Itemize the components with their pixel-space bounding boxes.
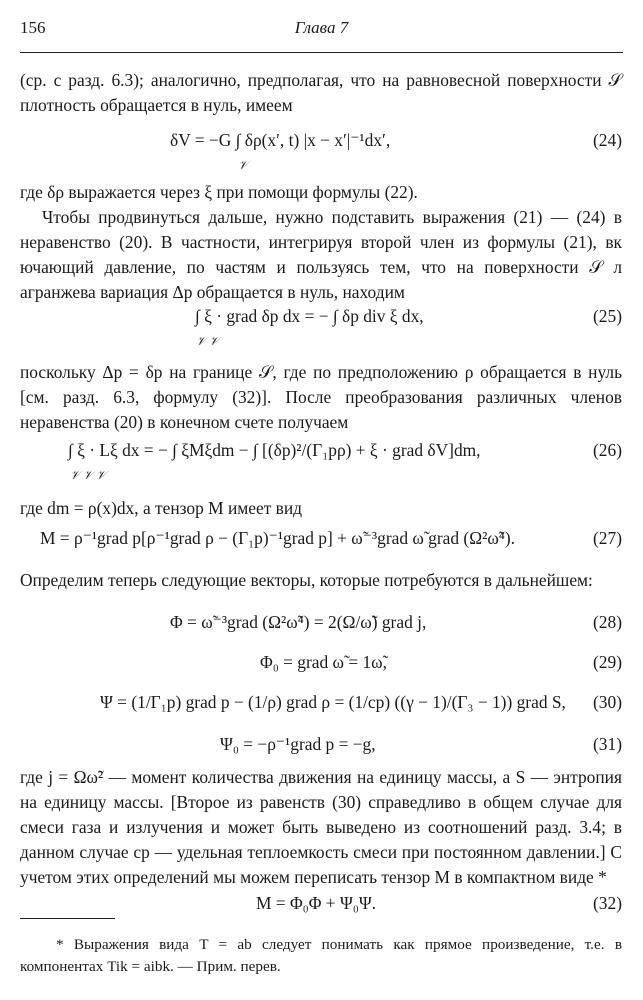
equation-26 xyxy=(20,440,622,482)
equation-number: (28) xyxy=(593,612,622,632)
equation-number: (24) xyxy=(593,130,622,150)
equation-number: (29) xyxy=(593,652,622,672)
paragraph-5: где dm = ρ(x)dx, а тензор M имеет вид xyxy=(20,498,303,518)
equation-formula: ∫ ξ · Lξ dx = − ∫ ξMξdm − ∫ [(δp)²/(Γ₁pρ) + ξ · grad δV]dm, xyxy=(68,440,481,460)
equation-formula: M = Φ₀Φ + Ψ₀Ψ. xyxy=(256,893,377,913)
footnote: * Выражения вида T = ab следует понимать как прямое произведение, т.е. в компонентах Tik = aibk. — Прим. перев. xyxy=(20,936,622,975)
equation-number: (31) xyxy=(593,734,622,754)
equation-formula: Ψ₀ = −ρ⁻¹grad p = −g, xyxy=(220,734,376,754)
equation-formula: ∫ ξ · grad δp dx = − ∫ δp div ξ dx, xyxy=(195,306,424,326)
paragraph-7: где j = Ωω̃² — момент количества движения на единицу массы, а S — энтропия на единицу массы. [Второе из равенств (30) справедливо в общем случае для смеси газа и излучения и может быть выведено из соотношений разд. 3.4; в данном случае cp — удельная теплоемкость смеси при постоянном давлении.] С учетом этих определений мы можем переписать тензор M в компактном виде * xyxy=(20,767,622,887)
equation-number: (27) xyxy=(593,528,622,548)
header-rule xyxy=(20,52,623,53)
equation-30 xyxy=(20,692,622,726)
equation-28 xyxy=(20,612,622,646)
equation-32 xyxy=(20,893,622,927)
equation-formula: M = ρ⁻¹grad p[ρ⁻¹grad ρ − (Γ₁p)⁻¹grad p] + ω̃⁻³grad ω̃ grad (Ω²ω̃⁴). xyxy=(40,528,516,548)
equation-number: (32) xyxy=(593,893,622,913)
page-header xyxy=(20,18,623,42)
equation-formula: δV = −G ∫ δρ(x′, t) |x − x′|⁻¹dx′, xyxy=(170,130,391,150)
equation-number: (25) xyxy=(593,306,622,326)
integration-domain: 𝒱 𝒱 𝒱 xyxy=(70,468,106,482)
equation-27 xyxy=(20,528,622,562)
equation-25 xyxy=(20,306,622,348)
equation-24 xyxy=(20,130,622,172)
paragraph-2: где δρ выражается через ξ при помощи формулы (22). xyxy=(20,182,418,202)
equation-number: (30) xyxy=(593,692,622,712)
paragraph-3: Чтобы продвинуться дальше, нужно подставить выражения (21) — (24) в неравенство (20). В частности, интегрируя второй член из формулы (21), вк ючающий давление, по частям и пользуясь тем, что на поверхности 𝒮 л агранжева вариация Δp обращается в нуль, находим xyxy=(20,207,622,302)
equation-formula: Φ₀ = grad ω̃ = 1ω̃, xyxy=(260,652,387,672)
equation-formula: Φ = ω̃⁻³grad (Ω²ω̃⁴) = 2(Ω/ω̃) grad j, xyxy=(170,612,427,632)
paragraph-1: (ср. с разд. 6.3); аналогично, предполагая, что на равновесной поверхности 𝒮 плотность обращается в нуль, имеем xyxy=(20,70,622,115)
paragraph-6: Определим теперь следующие векторы, которые потребуются в дальнейшем: xyxy=(20,570,593,590)
integration-domain: 𝒱 xyxy=(238,158,248,172)
page-number: 156 xyxy=(20,18,46,37)
equation-29 xyxy=(20,652,622,686)
integration-domain: 𝒱 𝒱 xyxy=(196,334,219,348)
chapter-title: Глава 7 xyxy=(294,18,349,37)
equation-31 xyxy=(20,734,622,768)
paragraph-4: поскольку Δp = δp на границе 𝒮, где по предположению ρ обращается в нуль [см. разд. 6.3, формулу (32)]. После преобразования различных членов неравенства (20) в конечном счете получаем xyxy=(20,362,622,432)
equation-number: (26) xyxy=(593,440,622,460)
footnote-rule xyxy=(20,918,115,919)
equation-formula: Ψ = (1/Γ₁p) grad p − (1/ρ) grad ρ = (1/cp) ((γ − 1)/(Γ₃ − 1)) grad S, xyxy=(100,692,566,712)
